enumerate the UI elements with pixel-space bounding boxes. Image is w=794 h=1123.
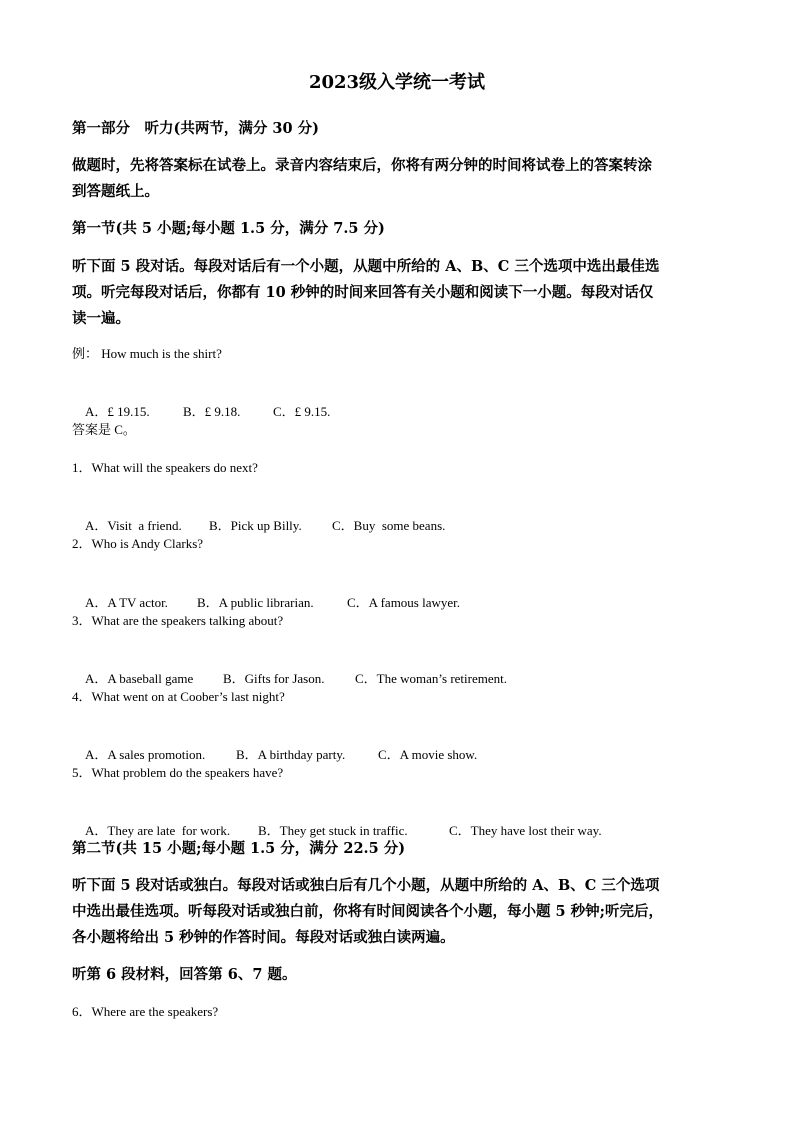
- option-c: C．Buy some beans.: [332, 518, 446, 533]
- page-title: 2023级入学统一考试: [308, 72, 486, 93]
- section1-instructions: 听下面 5 段对话。每段对话后有一个小题，从题中所给的 A、B、C 三个选项中选出最佳选 项。听完每段对话后，你都有 10 秒钟的时间来回答有关小题和阅读下一小题。每段对话仅 读一遍。: [72, 258, 660, 327]
- question-5: 5．What problem do the speakers have?: [72, 765, 284, 780]
- question-4: 4．What went on at Coober’s last night?: [72, 689, 285, 704]
- part1-heading: 第一部分 听力(共两节，满分 30 分): [72, 120, 319, 137]
- material-6-heading: 听第 6 段材料，回答第 6、7 题。: [72, 966, 297, 983]
- example-answer: 答案是 C。: [72, 422, 136, 437]
- option-a: A．Visit a friend.: [85, 518, 182, 533]
- option-c: C．The woman’s retirement.: [355, 671, 507, 686]
- option-c: C．A famous lawyer.: [347, 595, 461, 610]
- part1-instructions: 做题时，先将答案标在试卷上。录音内容结束后，你将有两分钟的时间将试卷上的答案转涂 到答题纸上。: [72, 157, 652, 200]
- option-b: B．£ 9.18.: [183, 404, 241, 419]
- section2-instructions: 听下面 5 段对话或独白。每段对话或独白后有几个小题，从题中所给的 A、B、C 三个选项 中选出最佳选项。听每段对话或独白前，你将有时间阅读各个小题，每小题 5 秒钟;听完后， 各小题将给出 5 秒钟的作答时间。每段对话或独白读两遍。: [72, 877, 664, 946]
- question-6: 6．Where are the speakers?: [72, 1004, 219, 1019]
- question-2: 2．Who is Andy Clarks?: [72, 536, 204, 551]
- section2-heading: 第二节(共 15 小题;每小题 1.5 分，满分 22.5 分): [72, 840, 406, 857]
- option-c: C．£ 9.15.: [273, 404, 331, 419]
- option-a: A．£ 19.15.: [85, 404, 150, 419]
- option-a: A．A sales promotion.: [85, 747, 206, 762]
- option-b: B．A public librarian.: [197, 595, 314, 610]
- section1-heading: 第一节(共 5 小题;每小题 1.5 分，满分 7.5 分): [72, 220, 385, 237]
- question-1: 1．What will the speakers do next?: [72, 460, 258, 475]
- option-c: C．A movie show.: [378, 747, 478, 762]
- question-3: 3．What are the speakers talking about?: [72, 613, 284, 628]
- option-b: B．A birthday party.: [236, 747, 346, 762]
- option-b: B．Pick up Billy.: [209, 518, 302, 533]
- option-a: A．A TV actor.: [85, 595, 168, 610]
- option-b: B．They get stuck in traffic.: [258, 823, 408, 838]
- option-a: A．A baseball game: [85, 671, 194, 686]
- option-b: B．Gifts for Jason.: [223, 671, 325, 686]
- option-c: C．They have lost their way.: [449, 823, 602, 838]
- example-question: 例： How much is the shirt?: [72, 346, 222, 361]
- option-a: A．They are late for work.: [85, 823, 231, 838]
